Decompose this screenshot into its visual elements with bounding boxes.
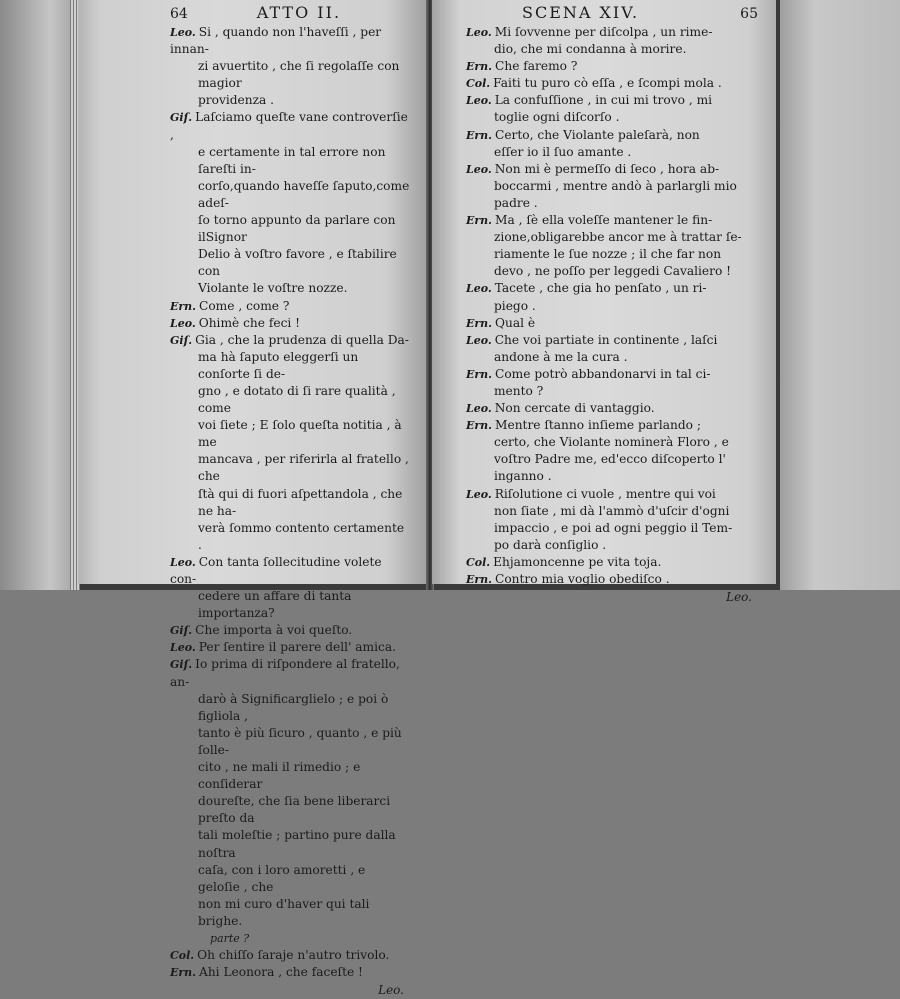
text-line (466, 92, 758, 109)
speaker-label: Leo. (466, 282, 492, 296)
line-text: Che faremo ? (495, 59, 578, 74)
line-text: Che voi partiate in continente , laſci (494, 332, 718, 347)
line-text: Violante le voſtre nozze. (198, 281, 348, 296)
line-text: zi avuertito , che ſi regolaſſe con magior (198, 59, 400, 91)
text-line (466, 554, 758, 571)
text-line (466, 349, 758, 366)
speaker-label: Col. (466, 555, 491, 569)
line-text: Ehjamoncenne pe vita toja. (493, 554, 662, 569)
speaker-label: Leo. (170, 26, 196, 39)
text-line (466, 75, 758, 92)
speaker-label: Leo. (466, 162, 492, 176)
speaker-label: Leo. (170, 316, 196, 330)
text-line (466, 383, 758, 400)
line-text: Riſolutione ci vuole , mentre qui voi (494, 486, 716, 501)
text-line (170, 588, 410, 622)
speaker-label: Leo. (466, 487, 492, 501)
scan-background-left (0, 0, 72, 590)
text-line (170, 451, 410, 485)
line-text: po darà conſiglio . (494, 537, 607, 552)
speaker-label: Col. (170, 949, 195, 963)
text-line (466, 24, 758, 41)
text-line (170, 947, 410, 964)
text-line (170, 793, 410, 827)
left-text-block (170, 24, 410, 981)
speaker-label: Leo. (170, 641, 196, 655)
text-line (170, 383, 410, 417)
line-text: dio, che mi condanna à morire. (494, 42, 687, 57)
left-page-number: 64 (170, 6, 188, 22)
text-line (466, 451, 758, 468)
text-line (466, 332, 758, 349)
line-text: Contro mia voglio obediſco . (495, 572, 670, 586)
line-text: Faiti tu puro cò eſſa , e ſcompi mola . (493, 76, 722, 91)
line-text: impaccio , e poi ad ogni peggio il Tem- (494, 520, 733, 535)
text-line (170, 622, 410, 639)
line-text: cito , ne mali il rimedio ; e conſiderar (198, 760, 361, 792)
line-text: e certamente in tal errore non ſareſti in- (198, 144, 386, 176)
text-line (170, 332, 410, 349)
speaker-label: Giſ. (170, 333, 193, 347)
text-line (466, 468, 758, 485)
text-line (170, 144, 410, 178)
text-line (466, 486, 758, 503)
line-text: corſo,quando haveſſe ſaputo,come adeſ- (198, 178, 410, 210)
line-text: devo , ne poſſo per leggedi Cavaliero ! (494, 264, 732, 279)
text-line (466, 263, 758, 280)
right-running-head (466, 4, 758, 22)
speaker-label: Ern. (466, 419, 493, 433)
line-text: caſa, con i loro amoretti , e geloſie , che (198, 862, 366, 894)
line-text: riamente le ſue nozze ; il che far non (494, 247, 722, 262)
text-line (466, 195, 758, 212)
line-text: Tacete , che gia ho penſato , un ri- (494, 281, 707, 296)
line-text: boccarmi , mentre andò à parlargli mio (494, 178, 737, 193)
line-text: Ahi Leonora , che faceſte ! (199, 965, 363, 980)
text-line (466, 127, 758, 144)
line-text: Ohimè che feci ! (198, 315, 301, 330)
line-text: parte ? (210, 931, 250, 945)
speaker-label: Ern. (466, 367, 493, 381)
text-line (170, 315, 410, 332)
speaker-label: Ern. (466, 60, 493, 74)
speaker-label: Giſ. (170, 658, 193, 672)
right-page-number: 65 (740, 6, 758, 22)
line-text: darò à Significarglielo ; e poi ò figliola , (198, 691, 389, 723)
text-line (466, 161, 758, 178)
line-text: inganno . (494, 469, 552, 484)
right-scene-title: SCENA XIV. (522, 3, 640, 22)
speaker-label: Leo. (466, 26, 492, 39)
left-running-head (170, 4, 410, 22)
text-line (466, 246, 758, 263)
text-line (466, 298, 758, 315)
text-line (170, 298, 410, 315)
text-line (466, 366, 758, 383)
speaker-label: Ern. (466, 128, 493, 142)
line-text: ma hà ſaputo eleggerſi un conſorte ſi de- (198, 349, 359, 381)
speaker-label: Ern. (170, 966, 197, 980)
text-line (170, 639, 410, 656)
line-text: Mi ſovvenne per diſcolpa , un rime- (494, 25, 713, 39)
line-text: Per ſentire il parere dell' amica. (198, 640, 396, 655)
text-line (170, 520, 410, 554)
text-line (170, 280, 410, 297)
text-line (466, 400, 758, 417)
text-line (170, 862, 410, 896)
speaker-label: Giſ. (170, 111, 193, 125)
line-text: andone à me la cura . (494, 349, 628, 364)
line-text: Con tanta ſollecitudine volete con- (170, 554, 382, 586)
line-text: Delio à voſtro favore , e ſtabilire con (198, 247, 397, 279)
line-text: La confuſſione , in cui mi trovo , mi (494, 93, 713, 108)
line-text: eſſer io il ſuo amante . (494, 144, 632, 159)
line-text: Che importa à voi queſto. (195, 623, 353, 638)
line-text: ſo torno appunto da parlare con ilSignor (198, 213, 396, 245)
text-line (170, 109, 410, 143)
speaker-label: Leo. (466, 333, 492, 347)
line-text: Gia , che la prudenza di quella Da- (195, 332, 409, 347)
speaker-label: Ern. (466, 214, 493, 228)
text-line (466, 315, 758, 332)
text-line (170, 896, 410, 930)
line-text: Ma , ſè ella voleſſe mantener le fin- (495, 213, 713, 228)
line-text: Io prima di riſpondere al fratello, an- (170, 657, 400, 689)
text-line (466, 434, 758, 451)
text-line (466, 109, 758, 126)
line-text: zione,obligarebbe ancor me à trattar ſe- (494, 230, 742, 245)
text-line (170, 930, 410, 947)
speaker-label: Leo. (170, 555, 196, 569)
left-page (78, 0, 428, 998)
text-line (170, 92, 410, 109)
line-text: Si , quando non l'haveſſi , per innan- (170, 25, 382, 57)
line-text: tanto è più ſicuro , quanto , e più ſolle- (198, 725, 402, 757)
line-text: mento ? (494, 383, 544, 398)
line-text: voſtro Padre me, ed'ecco diſcoperto l' (494, 452, 726, 467)
left-catchword: Leo. (378, 983, 404, 998)
line-text: gno , e dotato di ſi rare qualità , come (198, 383, 396, 416)
text-line (170, 486, 410, 520)
text-line (170, 725, 410, 759)
line-text: padre . (494, 195, 538, 210)
line-text: certo, che Violante nominerà Floro , e (494, 435, 729, 450)
line-text: toglie ogni diſcorſo . (494, 110, 620, 125)
text-line (170, 212, 410, 246)
line-text: doureſte, che ſia bene liberarci preſto da (198, 794, 391, 826)
line-text: non ſiate , mi dà l'ammò d'uſcir d'ogni (494, 503, 730, 518)
text-line (466, 571, 758, 588)
text-line (466, 212, 758, 229)
text-line (466, 41, 758, 58)
line-text: voi ſiete ; E ſolo queſta notitia , à me (198, 418, 402, 450)
speaker-label: Leo. (466, 94, 492, 108)
text-line (170, 656, 410, 690)
line-text: Certo, che Violante paleſarà, non (495, 127, 700, 142)
scan-background-right (778, 0, 900, 590)
line-text: Laſciamo queſte vane controverſie , (170, 110, 408, 142)
speaker-label: Giſ. (170, 624, 193, 638)
text-line (466, 280, 758, 297)
text-line (170, 691, 410, 725)
text-line (466, 58, 758, 75)
text-line (170, 246, 410, 280)
speaker-label: Leo. (466, 402, 492, 416)
line-text: Non mi è permeſſo di ſeco , hora ab- (494, 161, 720, 176)
text-line (170, 554, 410, 588)
text-line (466, 178, 758, 195)
line-text: Oh chiſſo ſaraje n'autro trivolo. (197, 948, 390, 963)
text-line (170, 349, 410, 383)
line-text: verà ſommo contento certamente . (198, 520, 405, 552)
text-line (466, 229, 758, 246)
text-line (466, 537, 758, 554)
line-text: mancava , per riferirla al fratello , che (198, 452, 409, 484)
text-line (170, 417, 410, 451)
line-text: Non cercate di vantaggio. (494, 401, 655, 416)
text-line (170, 759, 410, 793)
text-line (170, 58, 410, 92)
line-text: non mi curo d'haver qui tali brighe. (198, 896, 370, 928)
line-text: cedere un affare di tanta importanza? (198, 589, 352, 621)
line-text: Qual è (495, 315, 536, 330)
text-line (466, 144, 758, 161)
text-line (170, 178, 410, 212)
text-line (170, 24, 410, 58)
line-text: Mentre ſtanno inſieme parlando ; (495, 418, 701, 433)
text-line (170, 964, 410, 981)
speaker-label: Ern. (170, 299, 197, 313)
text-line (466, 520, 758, 537)
right-catchword: Leo. (726, 590, 752, 605)
speaker-label: Ern. (466, 316, 493, 330)
right-page (432, 0, 776, 605)
text-line (466, 503, 758, 520)
open-book (70, 0, 780, 998)
line-text: Come , come ? (199, 298, 290, 313)
line-text: ſtà qui di fuori aſpettandola , che ne ha- (198, 486, 403, 518)
left-act-title: ATTO II. (256, 3, 342, 22)
speaker-label: Col. (466, 77, 491, 91)
line-text: providenza . (198, 93, 275, 108)
text-line (466, 417, 758, 434)
line-text: tali moleſtie ; partino pure dalla noſtra (198, 828, 396, 860)
line-text: piego . (494, 298, 536, 313)
right-text-block (466, 24, 758, 588)
line-text: Come potrò abbandonarvi in tal ci- (495, 366, 711, 381)
speaker-label: Ern. (466, 573, 493, 586)
text-line (170, 827, 410, 861)
